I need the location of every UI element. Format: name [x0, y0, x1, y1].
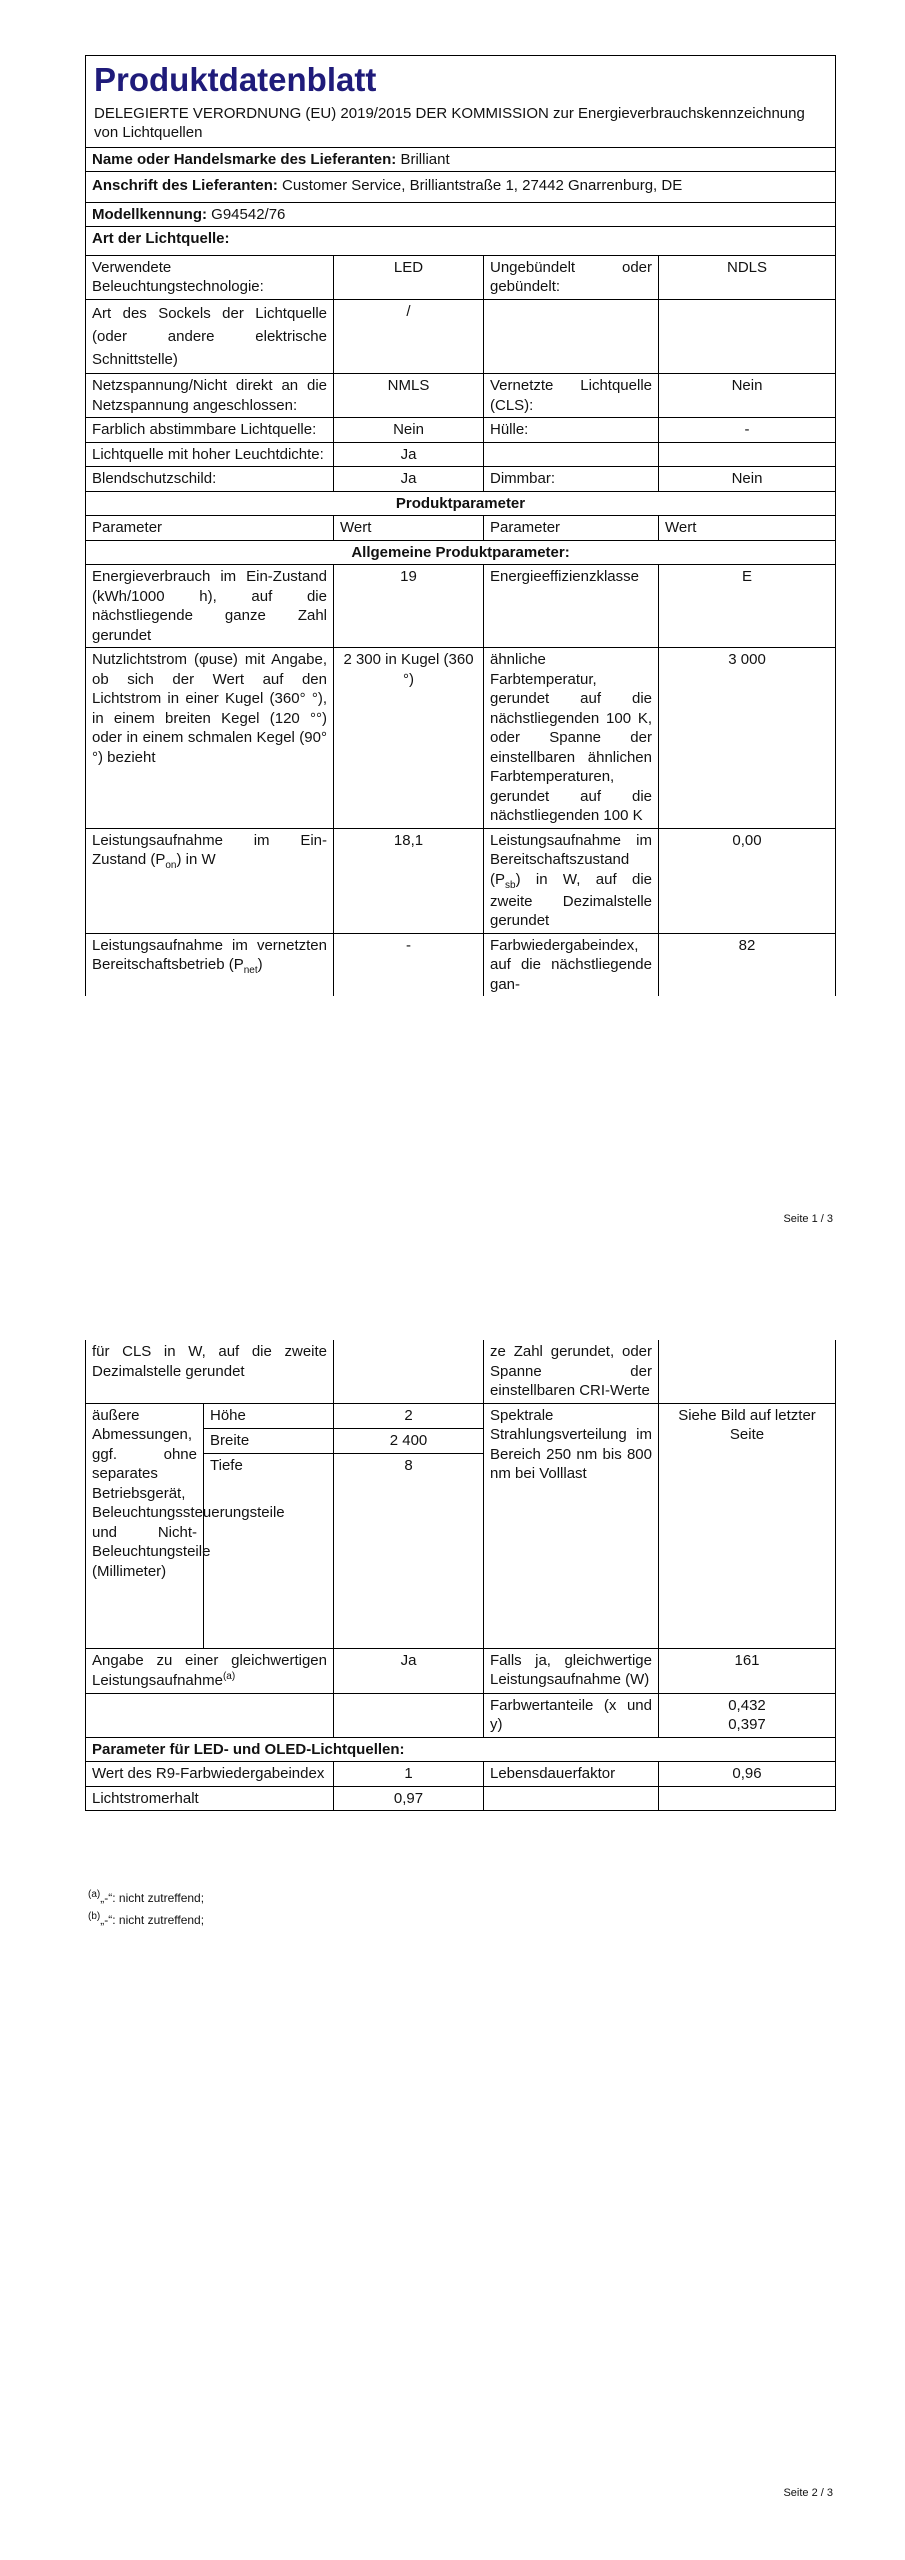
chromaticity-label: Farbwertanteile (x und y)	[484, 1693, 659, 1737]
supplier-name-row	[86, 147, 836, 172]
networked-standby-label	[86, 933, 334, 996]
chromaticity-value	[659, 1693, 836, 1737]
on-mode-energy-value: 19	[334, 565, 484, 648]
standby-power-sub: sb	[505, 879, 516, 891]
regulation-text: DELEGIERTE VERORDNUNG (EU) 2019/2015 DER KOMMISSION zur Energieverbrauchskennzeichnung von Lichtquellen	[94, 104, 805, 142]
table-row	[86, 648, 836, 829]
dimmable-value: Nein	[659, 467, 836, 492]
table-row	[86, 1786, 836, 1811]
lightsource-technology-label: Verwendete Beleuchtungstechnologie:	[86, 255, 334, 299]
table-row	[86, 1762, 836, 1787]
networked-standby-text-end: )	[257, 956, 263, 974]
equivalent-power-label	[86, 1648, 334, 1693]
table-row	[86, 442, 836, 467]
dimension-height-label: Höhe	[204, 1403, 334, 1428]
chromaticity-x: 0,432	[728, 1696, 766, 1714]
high-luminance-value: Ja	[334, 442, 484, 467]
useful-flux-value: 2 300 in Kugel (360 °)	[334, 648, 484, 829]
footnote-a-marker: (a)	[88, 1889, 101, 1900]
empty-cell	[484, 442, 659, 467]
networked-standby-sub: net	[243, 965, 258, 977]
model-value: G94542/76	[211, 205, 286, 223]
tunable-label: Farblich abstimmbare Lichtquelle:	[86, 418, 334, 443]
lightsource-heading: Art der Lichtquelle:	[86, 227, 836, 256]
table-row	[86, 299, 836, 374]
footnote-b-marker: (b)	[88, 1911, 101, 1922]
footnote-a-text: „-“: nicht zutreffend;	[100, 1891, 205, 1905]
empty-cell	[334, 1340, 484, 1403]
envelope-label: Hülle:	[484, 418, 659, 443]
table-row	[86, 1648, 836, 1693]
envelope-value: -	[659, 418, 836, 443]
cls-value: Nein	[659, 374, 836, 418]
product-parameters-heading: Produktparameter	[86, 491, 836, 516]
lightsource-technology-value: LED	[334, 255, 484, 299]
page-number: Seite 1 / 3	[783, 1213, 833, 1225]
mains-value: NMLS	[334, 374, 484, 418]
dimension-width-value: 2 400	[334, 1428, 484, 1453]
cct-value: 3 000	[659, 648, 836, 829]
equivalent-power-watt-value: 161	[659, 1648, 836, 1693]
supplier-name-label: Name oder Handelsmarke des Lieferanten:	[92, 150, 397, 168]
column-header-parameter: Parameter	[484, 516, 659, 541]
table-row	[86, 374, 836, 418]
page-2	[0, 1280, 905, 2560]
table-row	[86, 565, 836, 648]
title-cell	[86, 56, 836, 148]
datasheet-table-page-1	[85, 55, 836, 996]
table-row	[86, 1340, 836, 1403]
mains-label: Netzspannung/Nicht direkt an die Netzspannung angeschlossen:	[86, 374, 334, 418]
spectral-distribution-value: Siehe Bild auf letzter Seite	[659, 1403, 836, 1648]
anti-glare-label: Blendschutzschild:	[86, 467, 334, 492]
footnote-b-text: „-“: nicht zutreffend;	[100, 1913, 205, 1927]
dimension-depth-label: Tiefe	[204, 1453, 334, 1648]
directional-label: Ungebündelt oder gebündelt:	[484, 255, 659, 299]
footnote-b	[88, 1910, 204, 1929]
high-luminance-label: Lichtquelle mit hoher Leuchtdichte:	[86, 442, 334, 467]
cri-label-cont: ze Zahl gerundet, oder Spanne der einstellbaren CRI-Werte	[484, 1340, 659, 1403]
equivalent-power-watt-label: Falls ja, gleichwertige Leistungsaufnahme (W)	[484, 1648, 659, 1693]
cap-type-label: Art des Sockels der Lichtquelle (oder andere elektrische Schnittstelle)	[86, 299, 334, 374]
column-header-parameter: Parameter	[86, 516, 334, 541]
energy-class-label: Energieeffizienzklasse	[484, 565, 659, 648]
table-row	[86, 418, 836, 443]
supplier-address-value: Customer Service, Brilliantstraße 1, 27442 Gnarrenburg, DE	[282, 177, 683, 195]
networked-standby-value: -	[334, 933, 484, 996]
energy-class-value: E	[659, 565, 836, 648]
supplier-address-row	[86, 172, 836, 203]
standby-power-label	[484, 828, 659, 933]
table-header-row	[86, 516, 836, 541]
networked-standby-label-cont: für CLS in W, auf die zweite Dezimalstelle gerundet	[86, 1340, 334, 1403]
tunable-value: Nein	[334, 418, 484, 443]
on-mode-energy-label: Energieverbrauch im Ein-Zustand (kWh/1000 h), auf die nächstliegende ganze Zahl gerundet	[86, 565, 334, 648]
cap-type-value: /	[334, 299, 484, 374]
table-row	[86, 1403, 836, 1428]
on-mode-power-label	[86, 828, 334, 933]
empty-cell	[659, 299, 836, 374]
r9-label: Wert des R9-Farbwiedergabeindex	[86, 1762, 334, 1787]
table-row	[86, 828, 836, 933]
cls-label: Vernetzte Lichtquelle (CLS):	[484, 374, 659, 418]
supplier-name-value: Brilliant	[400, 150, 450, 168]
standby-power-text: Leistungsaufnahme im Bereitschaftszustand (P	[490, 831, 652, 888]
standby-power-text-end: ) in W, auf die zweite Dezimalstelle gerundet	[490, 870, 652, 930]
table-row	[86, 1693, 836, 1737]
empty-cell	[484, 1786, 659, 1811]
model-row	[86, 202, 836, 227]
footnote-marker: (a)	[222, 1671, 236, 1682]
dimensions-label: äußere Abmessungen, ggf. ohne separates Betriebsgerät, Beleuchtungssteuerungsteile und Nicht-Beleuchtungsteile (Millimeter)	[86, 1403, 204, 1648]
page-number: Seite 2 / 3	[783, 2487, 833, 2499]
footnote-a	[88, 1888, 204, 1907]
column-header-value: Wert	[334, 516, 484, 541]
led-parameters-heading: Parameter für LED- und OLED-Lichtquellen:	[86, 1737, 836, 1762]
dimension-depth-value: 8	[334, 1453, 484, 1648]
survival-factor-label: Lebensdauerfaktor	[484, 1762, 659, 1787]
cri-value: 82	[659, 933, 836, 996]
lumen-maintenance-label: Lichtstromerhalt	[86, 1786, 334, 1811]
supplier-address-label: Anschrift des Lieferanten:	[92, 177, 278, 195]
on-mode-power-text-end: ) in W	[176, 851, 216, 869]
anti-glare-value: Ja	[334, 467, 484, 492]
on-mode-power-value: 18,1	[334, 828, 484, 933]
lumen-maintenance-value: 0,97	[334, 1786, 484, 1811]
cri-label: Farbwiedergabeindex, auf die nächstliegende gan-	[484, 933, 659, 996]
page-title: Produktdatenblatt	[94, 61, 377, 98]
survival-factor-value: 0,96	[659, 1762, 836, 1787]
table-row	[86, 255, 836, 299]
equivalent-power-text: Angabe zu einer gleichwertigen Leistungsaufnahme	[92, 1651, 327, 1689]
empty-cell	[659, 1340, 836, 1403]
directional-value: NDLS	[659, 255, 836, 299]
model-label: Modellkennung:	[92, 205, 207, 223]
cct-label: ähnliche Farbtemperatur, gerundet auf die nächstliegenden 100 K, oder Spanne der einstellbaren ähnlichen Farbtemperaturen, gerundet auf die nächstliegenden 100 K	[484, 648, 659, 829]
datasheet-table-page-2	[85, 1340, 836, 1811]
equivalent-power-value: Ja	[334, 1648, 484, 1693]
dimmable-label: Dimmbar:	[484, 467, 659, 492]
empty-cell	[484, 299, 659, 374]
spectral-distribution-label: Spektrale Strahlungsverteilung im Bereich 250 nm bis 800 nm bei Volllast	[484, 1403, 659, 1648]
standby-power-value: 0,00	[659, 828, 836, 933]
on-mode-power-text: Leistungsaufnahme im Ein-Zustand (P	[92, 831, 327, 869]
column-header-value: Wert	[659, 516, 836, 541]
useful-flux-label: Nutzlichtstrom (φuse) mit Angabe, ob sich der Wert auf den Lichtstrom in einer Kugel (360° °), in einem breiten Kegel (120 °°) oder in einem schmalen Kegel (90° °) bezieht	[86, 648, 334, 829]
networked-standby-text: Leistungsaufnahme im vernetzten Bereitschaftsbetrieb (P	[92, 936, 327, 974]
empty-cell	[86, 1693, 334, 1737]
general-parameters-heading: Allgemeine Produktparameter:	[86, 540, 836, 565]
on-mode-power-sub: on	[165, 860, 177, 872]
empty-cell	[659, 1786, 836, 1811]
table-row	[86, 467, 836, 492]
dimension-height-value: 2	[334, 1403, 484, 1428]
empty-cell	[334, 1693, 484, 1737]
table-row	[86, 933, 836, 996]
chromaticity-y: 0,397	[728, 1716, 766, 1733]
r9-value: 1	[334, 1762, 484, 1787]
dimension-width-label: Breite	[204, 1428, 334, 1453]
empty-cell	[659, 442, 836, 467]
